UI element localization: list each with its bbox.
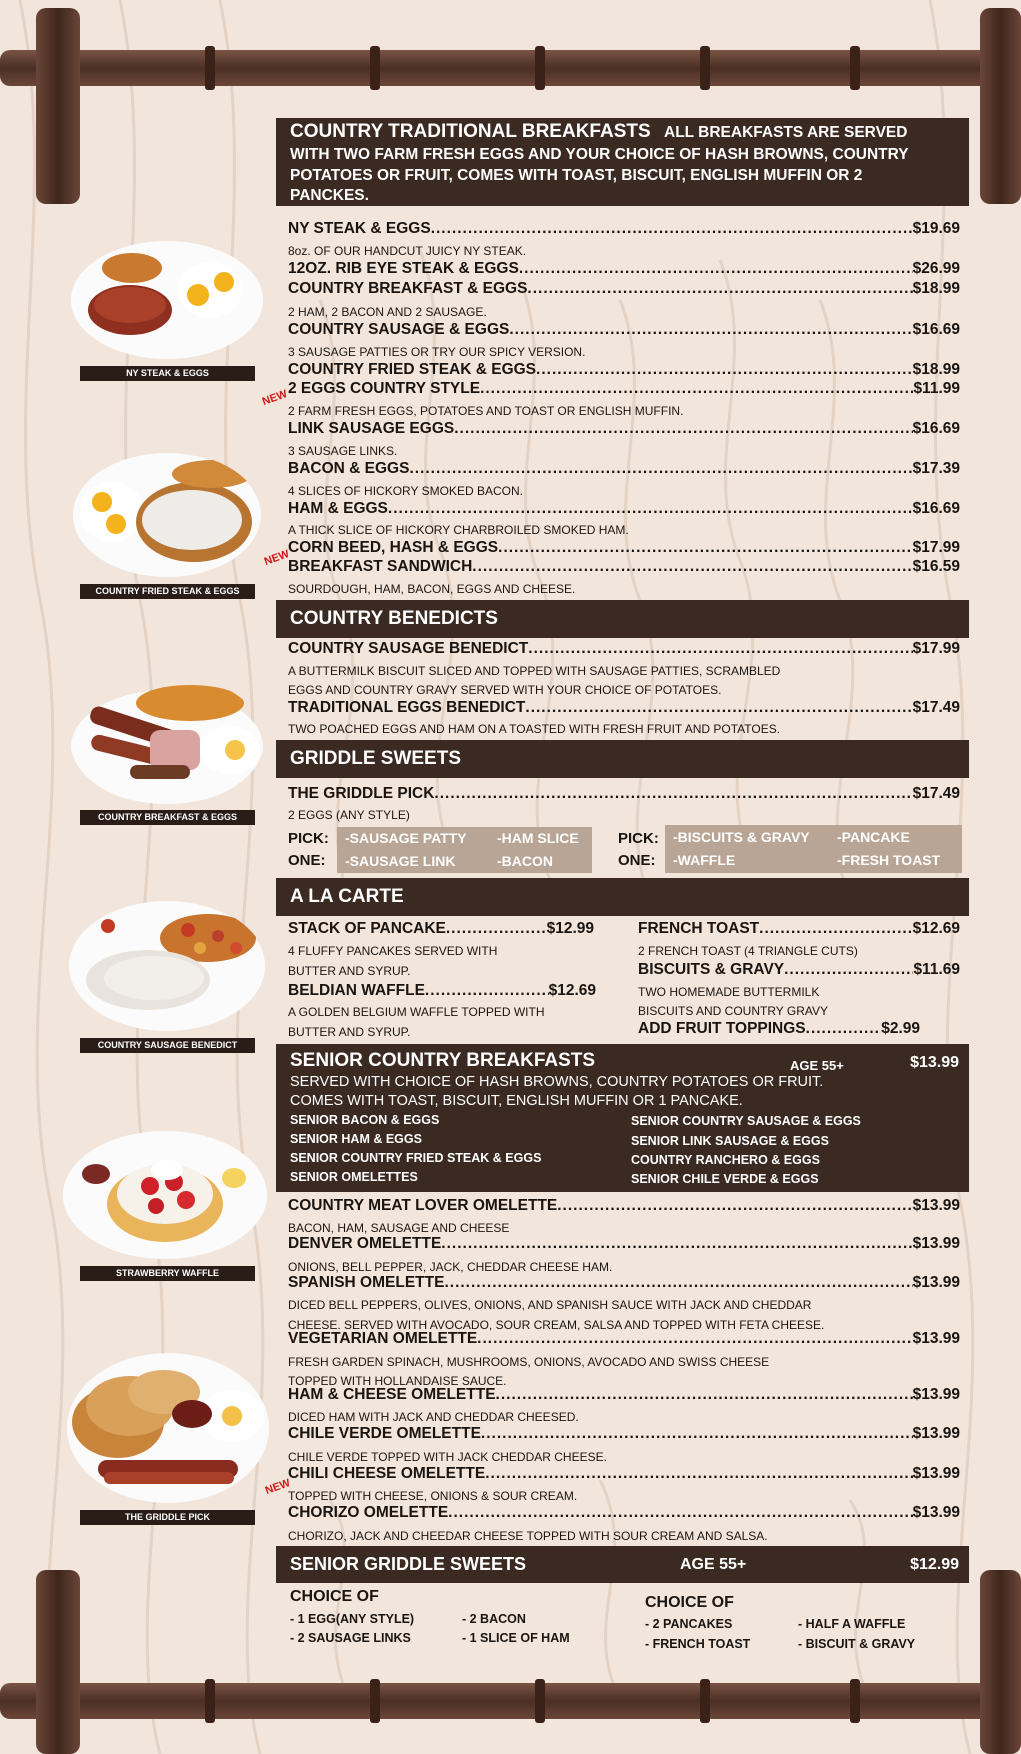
frame-node	[205, 46, 215, 90]
new-badge: NEW	[263, 1476, 292, 1498]
item-price: $17.39	[912, 460, 960, 477]
photo-caption: NY STEAK & EGGS	[80, 366, 255, 381]
item-description: SOURDOUGH, HAM, BACON, EGGS AND CHEESE.	[288, 582, 576, 596]
senior-item: COUNTRY RANCHERO & EGGS	[631, 1153, 820, 1167]
senior-item: SENIOR LINK SAUSAGE & EGGS	[631, 1134, 829, 1148]
traditional-header	[276, 118, 969, 206]
item-name: COUNTRY BREAKFAST & EGGS	[288, 280, 528, 297]
ny-steak-photo	[70, 240, 264, 360]
dot-leader	[454, 420, 912, 438]
pick-option: -WAFFLE	[673, 852, 736, 868]
senior-age: AGE 55+	[790, 1058, 844, 1073]
item-price: $12.69	[912, 920, 960, 937]
item-price: $16.69	[912, 321, 960, 338]
dot-leader	[444, 1274, 912, 1292]
item-price: $13.99	[912, 1197, 960, 1214]
item-description: 2 HAM, 2 BACON AND 2 SAUSAGE.	[288, 305, 487, 319]
item-description: TOPPED WITH HOLLANDAISE SAUCE.	[288, 1374, 507, 1388]
frame-node	[370, 1679, 380, 1723]
item-description: BISCUITS AND COUNTRY GRAVY	[638, 1004, 829, 1018]
pick-label: ONE:	[288, 852, 326, 869]
item-name: LINK SAUSAGE EGGS	[288, 420, 455, 437]
item-price: $19.69	[912, 220, 960, 237]
frame-node	[535, 1679, 545, 1723]
item-price: $18.99	[912, 361, 960, 378]
dot-leader	[525, 699, 912, 717]
dot-leader	[557, 1197, 912, 1215]
senior-header	[276, 1044, 969, 1192]
frame-bottom-left-post	[36, 1570, 80, 1754]
menu-item	[288, 380, 960, 398]
item-description: A BUTTERMILK BISCUIT SLICED AND TOPPED WITH SAUSAGE PATTIES, SCRAMBLED	[288, 664, 781, 678]
dot-leader	[784, 961, 913, 979]
item-price: $16.69	[912, 420, 960, 437]
pick-label: PICK:	[288, 830, 329, 847]
item-name: SPANISH OMELETTE	[288, 1274, 445, 1291]
senior-item: SENIOR BACON & EGGS	[290, 1113, 440, 1127]
menu-item	[288, 1330, 960, 1348]
item-description: CHEESE. SERVED WITH AVOCADO, SOUR CREAM, SALSA AND TOPPED WITH FETA CHEESE.	[288, 1318, 825, 1332]
item-price: $12.99	[546, 920, 594, 937]
menu-item	[288, 539, 960, 557]
pick-option: -SAUSAGE LINK	[345, 853, 456, 869]
item-name: THE GRIDDLE PICK	[288, 785, 435, 802]
frame-top-bar	[0, 50, 1021, 86]
menu-item	[288, 1425, 960, 1443]
griddle-pick-photo	[66, 1352, 270, 1504]
choice-option: - 2 BACON	[462, 1612, 526, 1626]
dot-leader	[528, 640, 912, 658]
dot-leader	[431, 220, 913, 238]
dot-leader	[477, 1330, 912, 1348]
choice-option: - 2 PANCAKES	[645, 1617, 733, 1631]
pick-option: -BACON	[497, 853, 553, 869]
country-breakfast-photo	[70, 675, 264, 805]
dot-leader	[509, 321, 912, 339]
dot-leader	[481, 1425, 913, 1443]
dot-leader	[527, 280, 912, 298]
menu-item	[288, 1274, 960, 1292]
dot-leader	[496, 1386, 913, 1404]
item-description: A THICK SLICE OF HICKORY CHARBROILED SMOKED HAM.	[288, 523, 629, 537]
menu-item	[288, 920, 594, 938]
frame-node	[370, 46, 380, 90]
item-price: $13.99	[912, 1504, 960, 1521]
dot-leader	[446, 920, 547, 938]
item-price: $12.69	[548, 982, 596, 999]
menu-item	[288, 1235, 960, 1253]
item-name: DENVER OMELETTE	[288, 1235, 442, 1252]
frame-node	[700, 1679, 710, 1723]
dot-leader	[480, 380, 913, 398]
item-description: BUTTER AND SYRUP.	[288, 964, 411, 978]
dot-leader	[806, 1020, 882, 1038]
item-description: BUTTER AND SYRUP.	[288, 1025, 411, 1039]
item-description: CHILE VERDE TOPPED WITH JACK CHEDDAR CHEESE.	[288, 1450, 607, 1464]
item-description: TOPPED WITH CHEESE, ONIONS & SOUR CREAM.	[288, 1489, 578, 1503]
item-price: $16.59	[912, 558, 960, 575]
photo-caption: COUNTRY BREAKFAST & EGGS	[80, 810, 255, 825]
item-name: CHILE VERDE OMELETTE	[288, 1425, 481, 1442]
item-price: $26.99	[912, 260, 960, 277]
senior-sweets-header	[276, 1546, 969, 1583]
menu-item	[288, 785, 960, 803]
item-name: VEGETARIAN OMELETTE	[288, 1330, 478, 1347]
choice-option: - FRENCH TOAST	[645, 1637, 751, 1651]
dot-leader	[519, 260, 913, 278]
item-name: BREAKFAST SANDWICH	[288, 558, 473, 575]
section-note: SERVED WITH CHOICE OF HASH BROWNS, COUNTRY POTATOES OR FRUIT.	[290, 1074, 824, 1090]
item-name: CHILI CHEESE OMELETTE	[288, 1465, 486, 1482]
item-description: 4 FLUFFY PANCAKES SERVED WITH	[288, 944, 498, 958]
item-name: ADD FRUIT TOPPINGS	[638, 1020, 806, 1037]
section-note: COMES WITH TOAST, BISCUIT, ENGLISH MUFFIN OR 1 PANCAKE.	[290, 1093, 743, 1109]
item-name: BELDIAN WAFFLE	[288, 982, 425, 999]
item-description: ONIONS, BELL PEPPER, JACK, CHEDDAR CHEESE HAM.	[288, 1260, 613, 1274]
senior-item: SENIOR HAM & EGGS	[290, 1132, 422, 1146]
menu-item	[288, 220, 960, 238]
item-price: $13.99	[912, 1386, 960, 1403]
item-price: $16.69	[912, 500, 960, 517]
dot-leader	[759, 920, 912, 938]
section-title: GRIDDLE SWEETS	[290, 748, 462, 769]
item-description: BACON, HAM, SAUSAGE AND CHEESE	[288, 1221, 510, 1235]
item-description: 3 SAUSAGE LINKS.	[288, 444, 398, 458]
benedicts-header	[276, 600, 969, 638]
dot-leader	[498, 539, 912, 557]
section-note: POTATOES OR FRUIT, COMES WITH TOAST, BISCUIT, ENGLISH MUFFIN OR 2	[290, 167, 863, 184]
item-price: $18.99	[912, 280, 960, 297]
menu-item	[288, 420, 960, 438]
item-name: CHORIZO OMELETTE	[288, 1504, 449, 1521]
pick-label: PICK:	[618, 830, 659, 847]
griddle-header	[276, 740, 969, 778]
menu-item	[288, 361, 960, 379]
frame-bottom-bar	[0, 1683, 1021, 1719]
section-title: COUNTRY BENEDICTS	[290, 608, 498, 629]
section-title: A LA CARTE	[290, 886, 404, 907]
item-description: EGGS AND COUNTRY GRAVY SERVED WITH YOUR CHOICE OF POTATOES.	[288, 683, 722, 697]
senior-item: SENIOR COUNTRY SAUSAGE & EGGS	[631, 1114, 861, 1128]
section-title: SENIOR GRIDDLE SWEETS	[290, 1554, 527, 1574]
menu-item	[638, 961, 960, 979]
item-description: 2 FRENCH TOAST (4 TRIANGLE CUTS)	[638, 944, 858, 958]
item-price: $17.49	[912, 699, 960, 716]
item-name: COUNTRY MEAT LOVER OMELETTE	[288, 1197, 558, 1214]
menu-item	[288, 500, 960, 518]
item-description: 4 SLICES OF HICKORY SMOKED BACON.	[288, 484, 523, 498]
item-name: COUNTRY FRIED STEAK & EGGS	[288, 361, 537, 378]
menu-item	[288, 260, 960, 278]
item-price: $17.99	[912, 539, 960, 556]
section-note: WITH TWO FARM FRESH EGGS AND YOUR CHOICE OF HASH BROWNS, COUNTRY	[290, 146, 909, 163]
menu-item	[288, 1386, 960, 1404]
pick-options-left	[337, 827, 592, 873]
item-name: BACON & EGGS	[288, 460, 410, 477]
choice-option: - BISCUIT & GRAVY	[798, 1637, 916, 1651]
strawberry-waffle-photo	[62, 1130, 268, 1260]
item-description: A GOLDEN BELGIUM WAFFLE TOPPED WITH	[288, 1005, 545, 1019]
choice-option: - 1 EGG(ANY STYLE)	[290, 1612, 415, 1626]
pick-option: -SAUSAGE PATTY	[345, 830, 467, 846]
choice-option: - 1 SLICE OF HAM	[462, 1631, 570, 1645]
item-price: $17.49	[912, 785, 960, 802]
choice-label: CHOICE OF	[290, 1588, 379, 1605]
country-fried-steak-photo	[72, 452, 262, 578]
menu-item	[638, 1020, 920, 1038]
item-description: TWO HOMEMADE BUTTERMILK	[638, 985, 820, 999]
item-description: DICED BELL PEPPERS, OLIVES, ONIONS, AND SPANISH SAUCE WITH JACK AND CHEDDAR	[288, 1298, 812, 1312]
item-description: CHORIZO, JACK AND CHEEDAR CHEESE TOPPED WITH SOUR CREAM AND SALSA.	[288, 1529, 768, 1543]
new-badge: NEW	[260, 387, 289, 409]
frame-bottom-right-post	[980, 1570, 1021, 1754]
item-name: TRADITIONAL EGGS BENEDICT	[288, 699, 526, 716]
menu-item	[288, 1504, 960, 1522]
dot-leader	[409, 460, 912, 478]
item-name: COUNTRY SAUSAGE BENEDICT	[288, 640, 529, 657]
choice-label: CHOICE OF	[645, 1594, 734, 1611]
senior-price: $13.99	[910, 1054, 959, 1071]
menu-item	[288, 321, 960, 339]
item-description: 8oz. OF OUR HANDCUT JUICY NY STEAK.	[288, 244, 527, 258]
dot-leader	[536, 361, 913, 379]
alacarte-header	[276, 878, 969, 916]
item-name: FRENCH TOAST	[638, 920, 760, 937]
section-title: COUNTRY TRADITIONAL BREAKFASTS	[290, 121, 651, 142]
dot-leader	[441, 1235, 912, 1253]
photo-caption: COUNTRY FRIED STEAK & EGGS	[80, 584, 255, 599]
item-price: $13.99	[912, 1235, 960, 1252]
new-badge: NEW	[262, 547, 291, 569]
dot-leader	[434, 785, 912, 803]
item-description: TWO POACHED EGGS AND HAM ON A TOASTED WITH FRESH FRUIT AND POTATOES.	[288, 722, 781, 736]
item-description: DICED HAM WITH JACK AND CHEDDAR CHEESED.	[288, 1410, 579, 1424]
frame-node	[700, 46, 710, 90]
menu-item	[288, 280, 960, 298]
dot-leader	[388, 500, 913, 518]
pick-label: ONE:	[618, 852, 656, 869]
menu-item	[288, 982, 596, 1000]
senior-item: SENIOR CHILE VERDE & EGGS	[631, 1172, 819, 1186]
dot-leader	[472, 558, 912, 576]
country-sausage-benedict-photo	[68, 900, 266, 1032]
choice-option: - HALF A WAFFLE	[798, 1617, 906, 1631]
pick-option: -PANCAKE	[837, 829, 910, 845]
pick-options-right	[665, 825, 962, 873]
dot-leader	[448, 1504, 912, 1522]
senior-item: SENIOR OMELETTES	[290, 1170, 418, 1184]
senior-item: SENIOR COUNTRY FRIED STEAK & EGGS	[290, 1151, 542, 1165]
dot-leader	[425, 982, 549, 1000]
pick-option: -FRESH TOAST	[837, 852, 941, 868]
item-price: $2.99	[881, 1020, 920, 1037]
item-price: $13.99	[912, 1425, 960, 1442]
item-name: NY STEAK & EGGS	[288, 220, 431, 237]
item-price: $17.99	[912, 640, 960, 657]
frame-node	[850, 1679, 860, 1723]
item-name: COUNTRY SAUSAGE & EGGS	[288, 321, 510, 338]
item-name: CORN BEED, HASH & EGGS	[288, 539, 499, 556]
frame-node	[205, 1679, 215, 1723]
frame-node	[850, 46, 860, 90]
choice-option: - 2 SAUSAGE LINKS	[290, 1631, 411, 1645]
item-description: 2 FARM FRESH EGGS, POTATOES AND TOAST OR ENGLISH MUFFIN.	[288, 404, 684, 418]
item-name: 12OZ. RIB EYE STEAK & EGGS	[288, 260, 519, 277]
item-description: 2 EGGS (ANY STYLE)	[288, 808, 410, 822]
item-name: BISCUITS & GRAVY	[638, 961, 785, 978]
frame-top-right-post	[980, 8, 1021, 204]
item-name: HAM & EGGS	[288, 500, 388, 517]
item-description: FRESH GARDEN SPINACH, MUSHROOMS, ONIONS, AVOCADO AND SWISS CHEESE	[288, 1355, 770, 1369]
item-name: STACK OF PANCAKE	[288, 920, 446, 937]
item-price: $13.99	[912, 1330, 960, 1347]
photo-caption: COUNTRY SAUSAGE BENEDICT	[80, 1038, 255, 1053]
menu-item	[638, 920, 960, 938]
pick-option: -BISCUITS & GRAVY	[673, 829, 810, 845]
item-price: $13.99	[912, 1465, 960, 1482]
menu-item	[288, 640, 960, 658]
menu-item	[288, 460, 960, 478]
item-price: $11.69	[913, 961, 960, 978]
photo-caption: THE GRIDDLE PICK	[80, 1510, 255, 1525]
menu-item	[288, 699, 960, 717]
section-title: SENIOR COUNTRY BREAKFASTS	[290, 1050, 596, 1071]
item-price: $13.99	[912, 1274, 960, 1291]
dot-leader	[485, 1465, 912, 1483]
frame-node	[535, 46, 545, 90]
item-name: HAM & CHEESE OMELETTE	[288, 1386, 496, 1403]
section-note: PANCKES.	[290, 187, 369, 204]
section-note: ALL BREAKFASTS ARE SERVED	[664, 124, 908, 141]
menu-item	[288, 1197, 960, 1215]
senior-sweets-age: AGE 55+	[680, 1556, 747, 1573]
item-description: 3 SAUSAGE PATTIES OR TRY OUR SPICY VERSION.	[288, 345, 586, 359]
frame-top-left-post	[36, 8, 80, 204]
photo-caption: STRAWBERRY WAFFLE	[80, 1266, 255, 1281]
menu-item	[288, 1465, 960, 1483]
pick-option: -HAM SLICE	[497, 830, 579, 846]
menu-item	[288, 558, 960, 576]
senior-sweets-price: $12.99	[910, 1556, 959, 1573]
item-name: 2 EGGS COUNTRY STYLE	[288, 380, 481, 397]
item-price: $11.99	[913, 380, 960, 397]
